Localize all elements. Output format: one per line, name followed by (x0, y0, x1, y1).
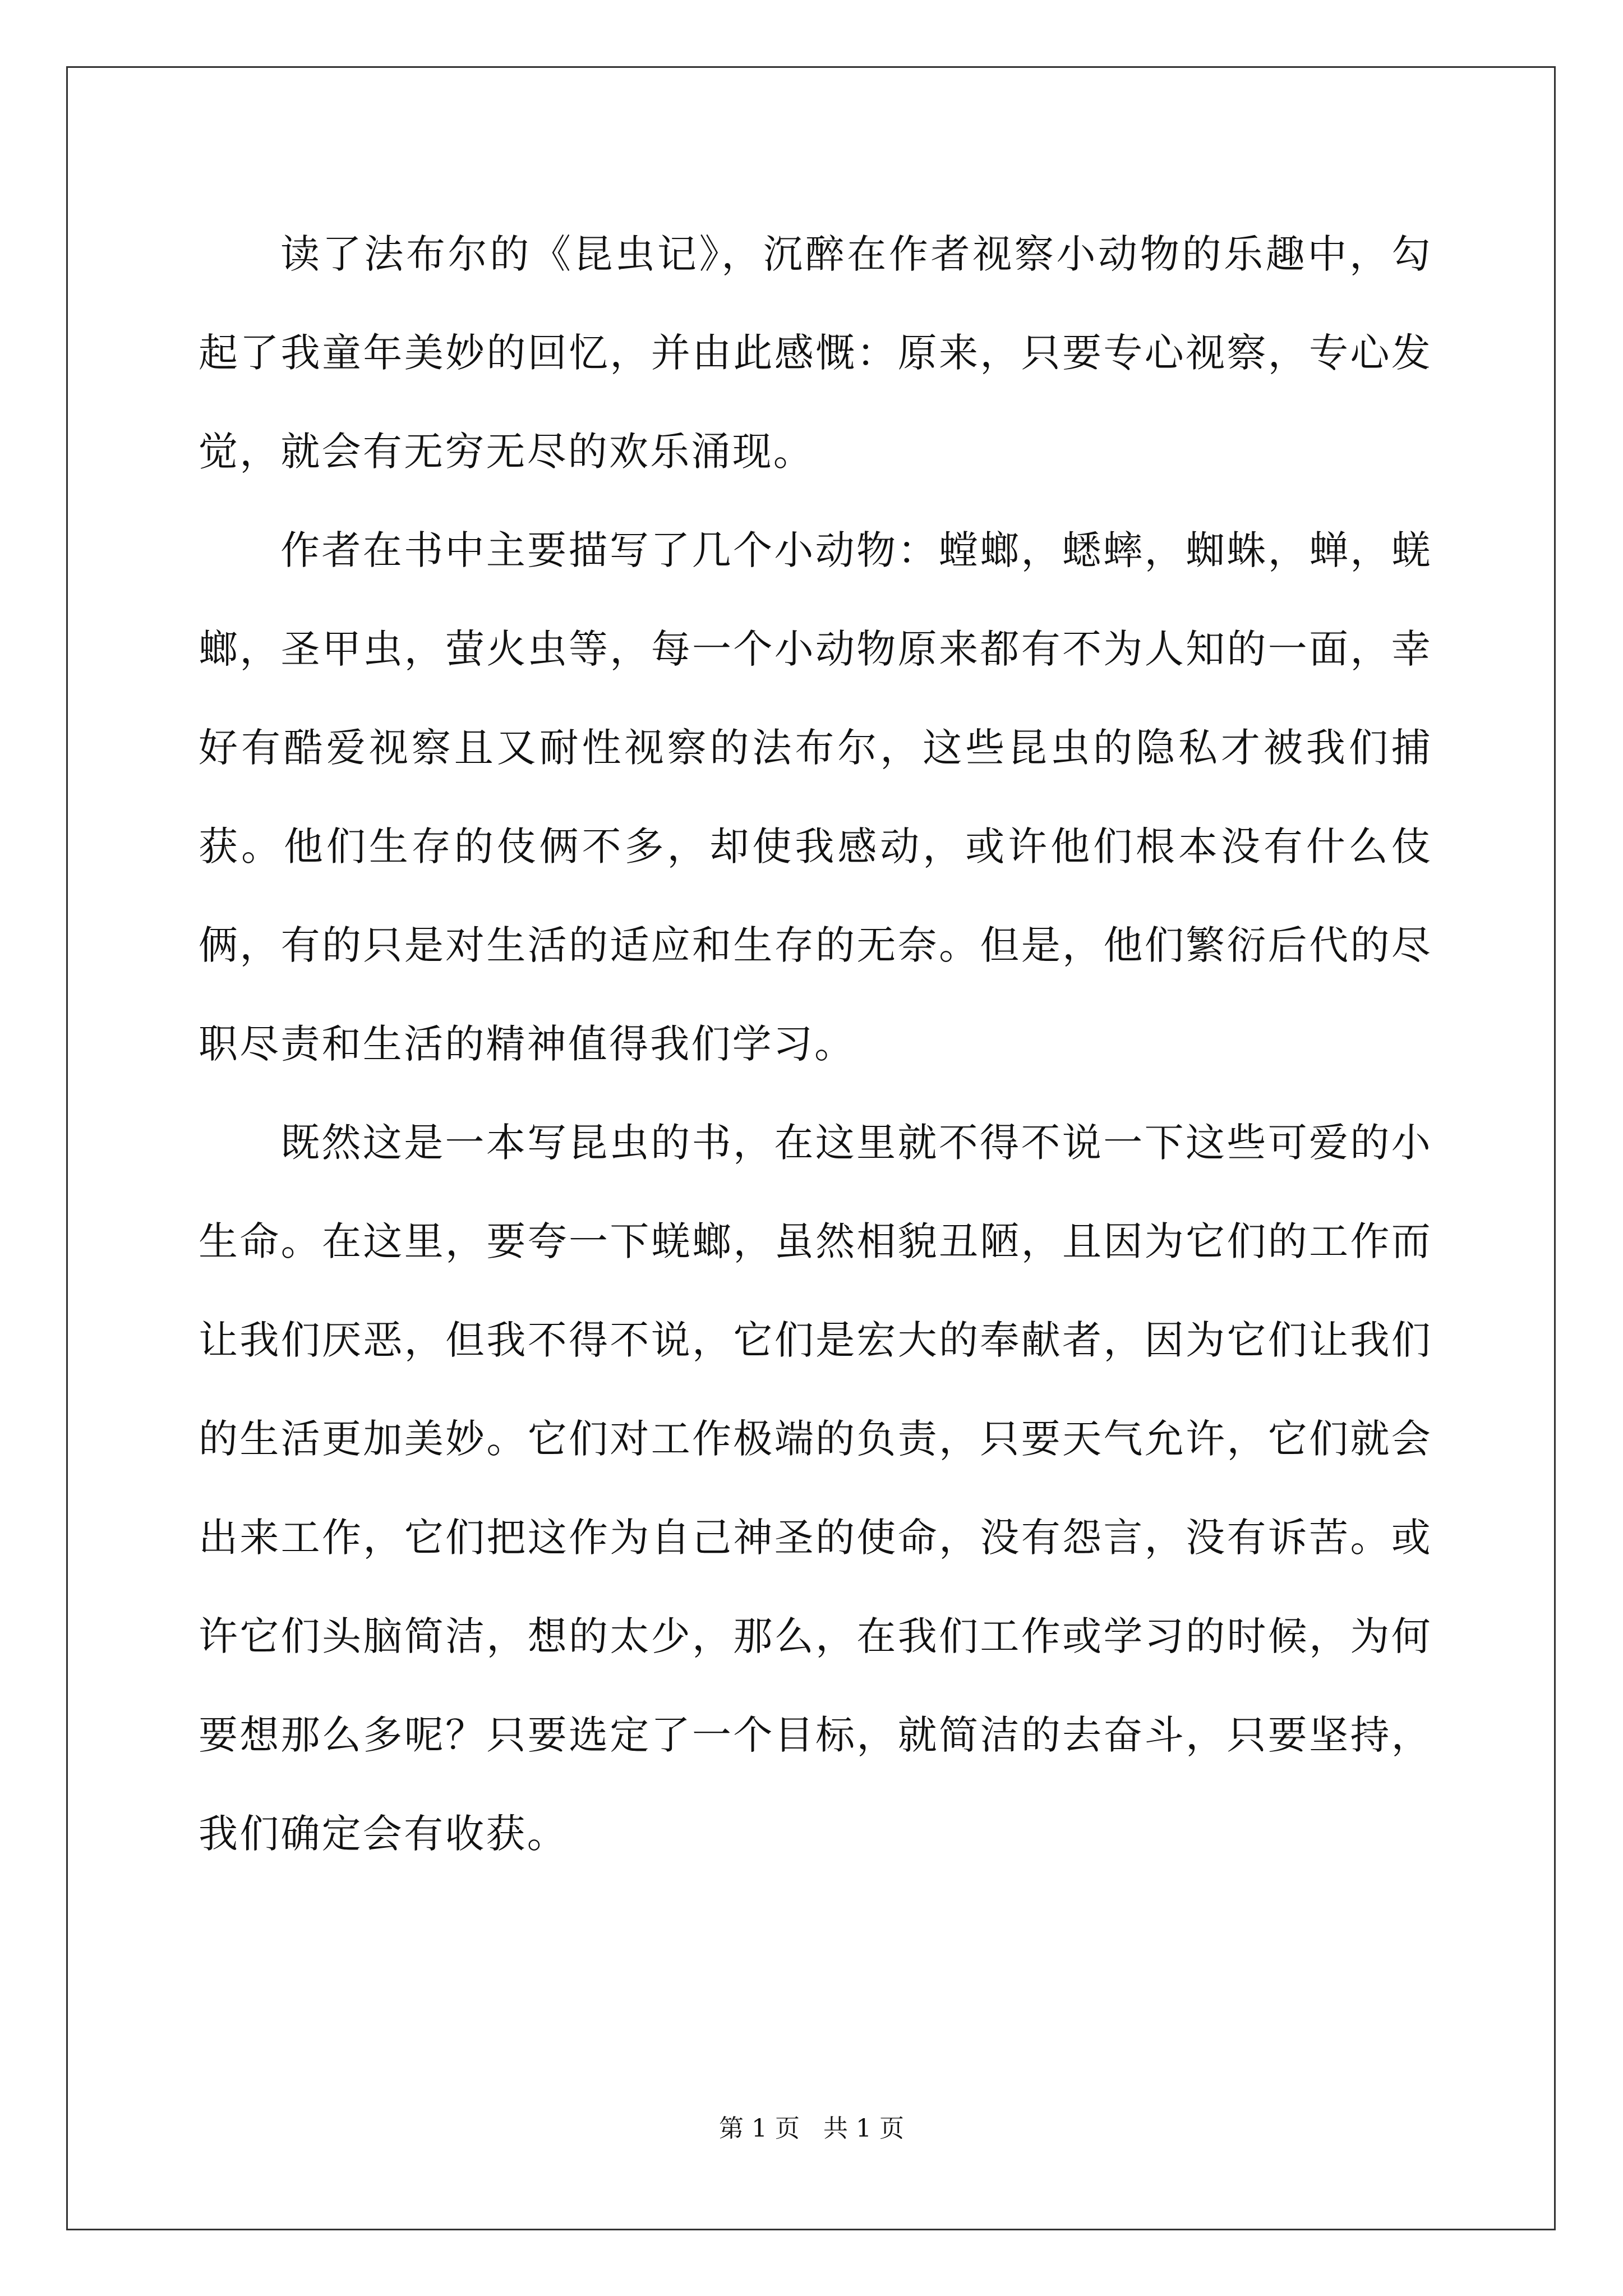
document-body (199, 205, 1432, 1883)
page-number-footer: 第 1 页 共 1 页 (719, 2114, 904, 2143)
paragraph-2: 作者在书中主要描写了几个小动物：螳螂，蟋蟀，蜘蛛，蝉，蜣螂，圣甲虫，萤火虫等，每一个小动物原来都有不为人知的一面，幸好有酷爱视察且又耐性视察的法布尔，这些昆虫的隐私才被我们捕获。他们生存的伎俩不多，却使我感动，或许他们根本没有什么伎俩，有的只是对生活的适应和生存的无奈。但是，他们繁衍后代的尽职尽责和生活的精神值得我们学习。 (199, 527, 1432, 1067)
paragraph-1: 读了法布尔的《昆虫记》，沉醉在作者视察小动物的乐趣中，勾起了我童年美妙的回忆，并由此感慨：原来，只要专心视察，专心发觉，就会有无穷无尽的欢乐涌现。 (199, 231, 1432, 475)
paragraph-3: 既然这是一本写昆虫的书，在这里就不得不说一下这些可爱的小生命。在这里，要夸一下蜣螂，虽然相貌丑陋，且因为它们的工作而让我们厌恶，但我不得不说，它们是宏大的奉献者，因为它们让我们的生活更加美妙。它们对工作极端的负责，只要天气允许，它们就会出来工作，它们把这作为自己神圣的使命，没有怨言，没有诉苦。或许它们头脑简洁，想的太少，那么，在我们工作或学习的时候，为何要想那么多呢？只要选定了一个目标，就简洁的去奋斗，只要坚持，我们确定会有收获。 (199, 1120, 1432, 1857)
